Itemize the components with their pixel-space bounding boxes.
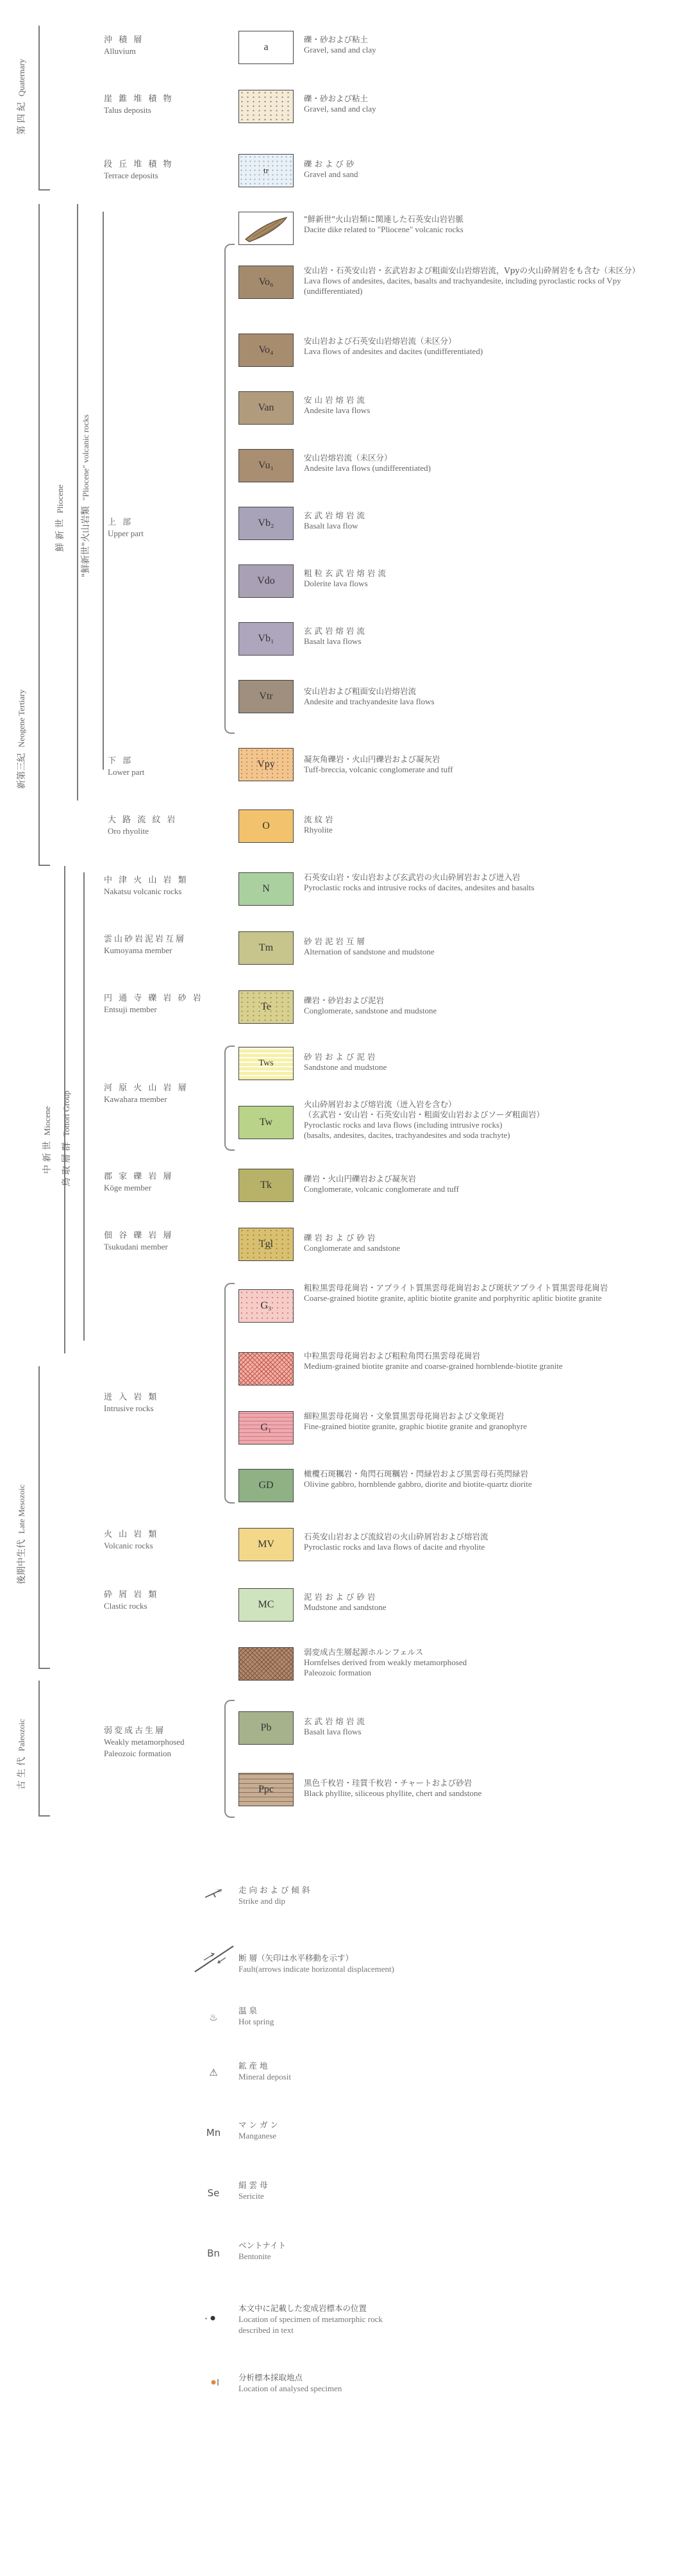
unit-vdo-desc: 粗 粒 玄 武 岩 熔 岩 流 Dolerite lava flows: [304, 568, 386, 588]
unit-a-desc: 礫・砂および粘土 Gravel, sand and clay: [304, 35, 376, 55]
sericite-icon: Se: [207, 2187, 220, 2199]
group-tsukudani: 佃 谷 礫 岩 層 Tsukudani member: [104, 1231, 174, 1251]
spacer: [224, 943, 231, 975]
sericite-desc: 絹 雲 母 Sericite: [238, 2180, 268, 2201]
unit-dike-swatch: [238, 212, 294, 245]
era-tick: [38, 1668, 50, 1669]
unit-tk-swatch: Tk: [238, 1169, 294, 1202]
unit-tm-swatch: Tm: [238, 931, 294, 965]
unit-tgl-swatch: Tgl: [238, 1228, 294, 1261]
unit-a-swatch: a: [238, 31, 294, 64]
bentonite-desc: ベントナイト Bentonite: [238, 2241, 287, 2261]
hot-spring-desc: 温 泉 Hot spring: [238, 2006, 274, 2026]
unit-ppc-desc: 黒色千枚岩・珪質千枚岩・チャートおよび砂岩 Black phyllite, siliceous phyllite, chert and sandstone: [304, 1778, 482, 1798]
group-kawahara: 河 原 火 山 岩 層 Kawahara member: [104, 1083, 188, 1104]
era-quaternary: 第 四 紀 Quaternary: [17, 58, 27, 135]
group-alluvium: 沖 積 層 Alluvium: [104, 35, 144, 56]
unit-pb-swatch: Pb: [238, 1711, 294, 1745]
pliocene-volcanic-bracket-line: [103, 212, 104, 770]
manganese-icon: Mn: [206, 2127, 221, 2139]
manganese-desc: マ ン ガ ン Manganese: [238, 2120, 278, 2140]
unit-vdo-swatch: Vdo: [238, 564, 294, 598]
era-pliocene-volcanic: "鮮新世"火山岩類 "Pliocene" volcanic rocks: [81, 414, 91, 577]
bentonite-icon: Bn: [207, 2248, 220, 2259]
unit-vo4-swatch: Vo₄: [238, 334, 294, 367]
unit-vo6-swatch: Vo₆: [238, 266, 294, 299]
era-late-mesozoic: 後期中生代 Late Mesozoic: [17, 1484, 27, 1584]
strike-dip-desc: 走 向 お よ び 傾 斜 Strike and dip: [238, 1885, 310, 1906]
group-koge: 郡 家 礫 岩 層 Kōge member: [104, 1172, 174, 1192]
unit-vb1-desc: 玄 武 岩 熔 岩 流 Basalt lava flows: [304, 626, 365, 646]
unit-mc-desc: 泥 岩 お よ び 砂 岩 Mudstone and sandstone: [304, 1592, 387, 1612]
era-miocene: 中 新 世 Miocene: [42, 1106, 53, 1174]
era-neogene: 新第三紀 Neogene Tertiary: [17, 689, 27, 789]
quaternary-bracket-line: [38, 26, 40, 189]
fault-icon: [192, 1942, 237, 1977]
unit-mv-desc: 石英安山岩および流紋岩の火山砕屑岩および熔岩流 Pyroclastic rocks and lava flows of dacite and rhyolite: [304, 1532, 488, 1552]
group-oro-rhyolite: 大 路 流 紋 岩 Oro rhyolite: [108, 815, 178, 836]
unit-g1-swatch: G₁: [238, 1411, 294, 1445]
unit-tws-swatch: Tws: [238, 1047, 294, 1080]
unit-vtr-desc: 安山岩および粗面安山岩熔岩流 Andesite and trachyandesite lava flows: [304, 686, 435, 706]
unit-g3-desc: 粗粒黒雲母花崗岩・アプライト質黒雲母花崗岩および斑状アプライト質黒雲母花崗岩 Coarse-grained biotite granite, aplitic biotite granite and porphyritic aplitic biotite granite: [304, 1283, 608, 1303]
group-upper-part: 上 部 Upper part: [108, 518, 144, 538]
unit-tw-desc: 火山砕屑岩および熔岩流（迸入岩を含む） （玄武岩・安山岩・石英安山岩・粗面安山岩およびソーダ粗面岩） Pyroclastic rocks and lava flows (including intrusive rocks) (basalts, andesites, dacites, trachyandesites and soda trachyte): [304, 1099, 545, 1140]
svg-text:20: 20: [217, 1888, 221, 1894]
analysed-specimen-desc: 分析標本採取地点 Location of analysed specimen: [238, 2373, 342, 2393]
era-tick: [38, 1815, 50, 1817]
unit-tw-swatch: Tw: [238, 1106, 294, 1139]
mineral-deposit-icon: ⚠: [209, 2067, 218, 2078]
unit-hornfels-swatch: [238, 1647, 294, 1681]
unit-g2-desc: 中粒黒雲母花崗岩および粗粒角閃石黒雲母花崗岩 Medium-grained biotite granite and coarse-grained hornblende-biotite granite: [304, 1351, 563, 1371]
pliocene-bracket-line: [77, 204, 78, 801]
era-tick: [38, 189, 50, 191]
unit-vu1-swatch: Vu₁: [238, 449, 294, 482]
unit-gd-swatch: GD: [238, 1469, 294, 1502]
group-lower-part: 下 部 Lower part: [108, 756, 145, 777]
unit-talus-desc: 礫・砂および粘土 Gravel, sand and clay: [304, 94, 376, 114]
intrusive-brace: [224, 1283, 235, 1504]
unit-vu1-desc: 安山岩熔岩流（未区分） Andesite lava flows (undifferentiated): [304, 453, 431, 473]
unit-te-desc: 礫岩・砂岩および泥岩 Conglomerate, sandstone and mudstone: [304, 996, 437, 1015]
unit-vb2-desc: 玄 武 岩 熔 岩 流 Basalt lava flow: [304, 511, 365, 530]
strike-dip-icon: [204, 1887, 223, 1902]
unit-vtr-swatch: Vtr: [238, 680, 294, 713]
dacite-dike-icon: [240, 214, 292, 243]
unit-g3-swatch: G₃: [238, 1289, 294, 1323]
unit-o-desc: 流 紋 岩 Rhyolite: [304, 815, 333, 835]
group-intrusive: 迸 入 岩 類 Intrusive rocks: [104, 1393, 159, 1413]
group-weakly-metamorphosed: 弱変成古生層 Weakly metamorphosed Paleozoic formation: [104, 1726, 185, 1758]
group-kumoyama: 雲山砂岩泥岩互層 Kumoyama member: [104, 935, 187, 955]
unit-hornfels-desc: 弱変成古生層起源ホルンフェルス Hornfelses derived from weakly metamorphosed Paleozoic formation: [304, 1647, 467, 1677]
late-mesozoic-bracket-line: [38, 1366, 40, 1668]
svg-text:•: •: [205, 2316, 208, 2322]
group-entsuji: 円 通 寺 礫 岩 砂 岩 Entsuji member: [104, 994, 203, 1014]
era-paleozoic: 古 生 代 Paleozoic: [17, 1718, 27, 1790]
group-clastic: 砕 屑 岩 類 Clastic rocks: [104, 1590, 159, 1611]
kawahara-brace: [224, 1046, 235, 1151]
group-nakatsu: 中 津 火 山 岩 類 Nakatsu volcanic rocks: [104, 876, 188, 896]
unit-tgl-desc: 礫 岩 お よ び 砂 岩 Conglomerate and sandstone: [304, 1233, 401, 1253]
mineral-deposit-desc: 鉱 産 地 Mineral deposit: [238, 2061, 291, 2081]
unit-vo6-desc: 安山岩・石英安山岩・玄武岩および粗面安山岩熔岩流，Vpyの火山砕屑岩をも含む（未区分） Lava flows of andesites, dacites, basalts and trachyandesite, including pyroclastic rocks of Vpy (undifferentiated): [304, 266, 640, 296]
unit-dike-desc: "鮮新世"火山岩類に関連した石英安山岩岩脈 Dacite dike related to "Pliocene" volcanic rocks: [304, 214, 463, 234]
group-terrace: 段 丘 堆 積 物 Terrace deposits: [104, 160, 174, 180]
unit-gd-desc: 橄欖石斑糲岩・角閃石斑糲岩・閃緑岩および黒雲母石英閃緑岩 Olivine gabbro, hornblende gabbro, diorite and biotite-quartz diorite: [304, 1469, 532, 1489]
paleozoic-bracket-line: [38, 1681, 40, 1815]
era-tick: [38, 865, 50, 866]
hot-spring-icon: ♨: [209, 2012, 218, 2023]
unit-g2-swatch: [238, 1352, 294, 1385]
unit-tm-desc: 砂 岩 泥 岩 互 層 Alternation of sandstone and mudstone: [304, 936, 435, 956]
upper-part-brace: [224, 244, 235, 734]
group-talus: 崖 錐 堆 積 物 Talus deposits: [104, 94, 174, 115]
era-tottori-group: 鳥 取 層 群 Tottori Group: [62, 1090, 72, 1187]
group-volcanic: 火 山 岩 類 Volcanic rocks: [104, 1530, 159, 1550]
unit-tr-desc: 礫 お よ び 砂 Gravel and sand: [304, 159, 358, 179]
unit-vb2-swatch: Vb₂: [238, 507, 294, 540]
unit-vb1-swatch: Vb₁: [238, 622, 294, 656]
unit-van-swatch: Van: [238, 391, 294, 425]
weakly-metamorphosed-brace: [224, 1700, 235, 1818]
unit-tr-swatch: tr: [238, 154, 294, 187]
analysed-specimen-icon: [204, 2377, 223, 2390]
unit-tws-desc: 砂 岩 お よ び 泥 岩 Sandstone and mudstone: [304, 1052, 387, 1072]
unit-tk-desc: 礫岩・火山円礫岩および凝灰岩 Conglomerate, volcanic conglomerate and tuff: [304, 1174, 459, 1194]
specimen-icon: [204, 2313, 223, 2326]
unit-pb-desc: 玄 武 岩 熔 岩 流 Basalt lava flows: [304, 1716, 365, 1736]
unit-o-swatch: O: [238, 809, 294, 843]
unit-g1-desc: 細粒黒雲母花崗岩・文象質黒雲母花崗岩および文象斑岩 Fine-grained biotite granite, graphic biotite granite and granophyre: [304, 1411, 527, 1431]
unit-van-desc: 安 山 岩 熔 岩 流 Andesite lava flows: [304, 395, 371, 415]
neogene-bracket-line: [38, 204, 40, 865]
unit-te-swatch: Te: [238, 990, 294, 1024]
unit-talus-swatch: [238, 90, 294, 123]
unit-n-desc: 石英安山岩・安山岩および玄武岩の火山砕屑岩および迸入岩 Pyroclastic rocks and intrusive rocks of dacites, andesites and basalts: [304, 872, 535, 892]
unit-mv-swatch: MV: [238, 1528, 294, 1561]
unit-vo4-desc: 安山岩および石英安山岩熔岩流（未区分） Lava flows of andesites and dacites (undifferentiated): [304, 336, 483, 356]
unit-n-swatch: N: [238, 872, 294, 906]
fault-desc: 断 層（矢印は水平移動を示す） Fault(arrows indicate horizontal displacement): [238, 1953, 394, 1974]
unit-mc-swatch: MC: [238, 1588, 294, 1622]
unit-vpy-desc: 凝灰角礫岩・火山円礫岩および凝灰岩 Tuff-breccia, volcanic conglomerate and tuff: [304, 754, 453, 774]
specimen-desc: 本文中に記載した変成岩標本の位置 Location of specimen of metamorphic rock described in text: [238, 2303, 383, 2335]
era-pliocene: 鮮 新 世 Pliocene: [55, 484, 65, 552]
tottori-bracket-line: [83, 872, 85, 1341]
unit-vpy-swatch: Vpy: [238, 748, 294, 781]
unit-ppc-swatch: Ppc: [238, 1773, 294, 1806]
